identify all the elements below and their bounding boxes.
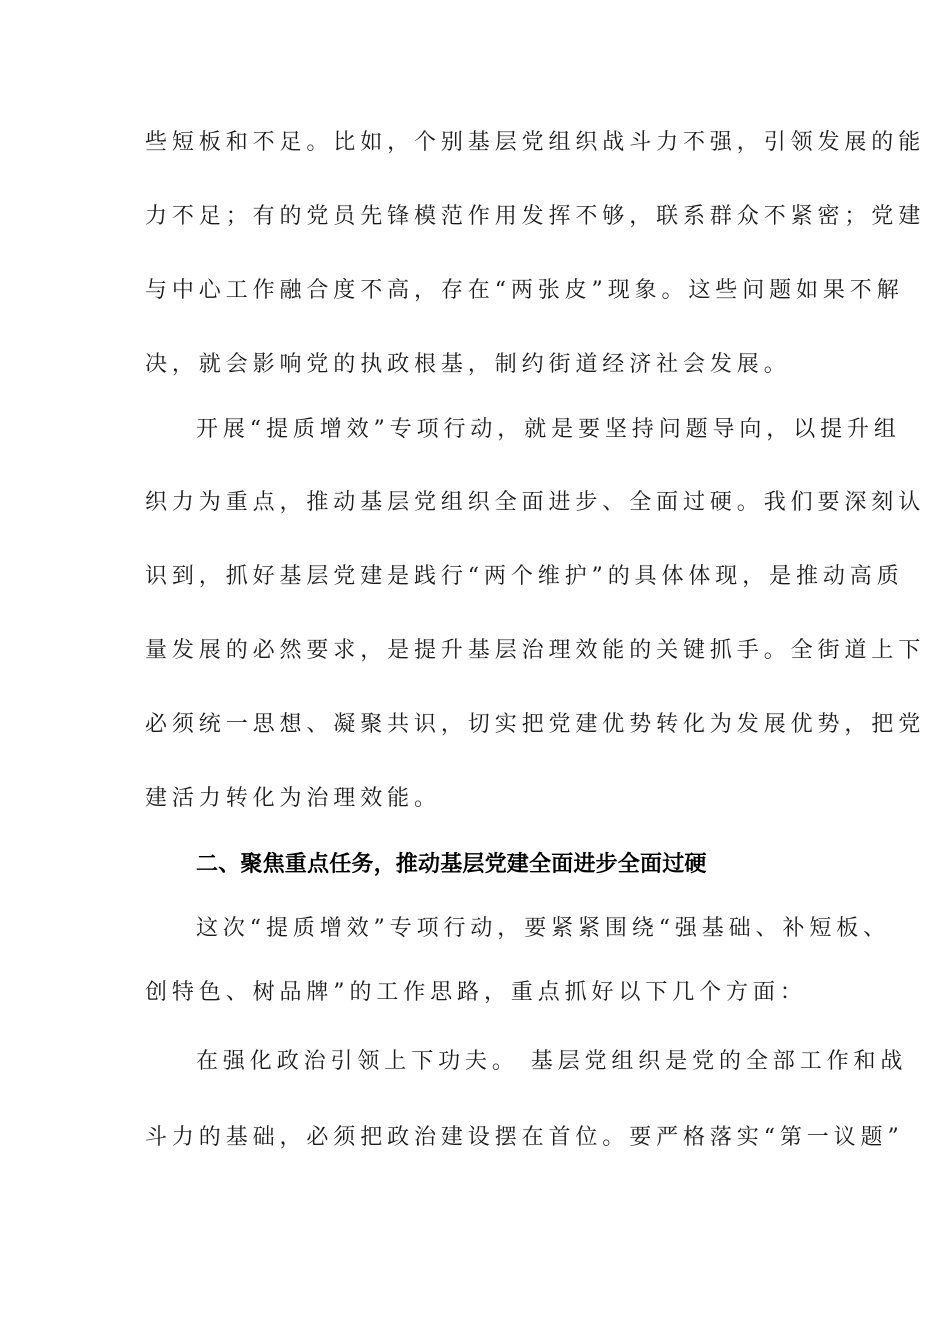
section-heading: 二、聚焦重点任务，推动基层党建全面进步全面过硬 — [196, 852, 707, 877]
paragraph-line: 织力为重点，推动基层党组织全面进步、全面过硬。我们要深刻认 — [145, 490, 926, 515]
paragraph-line: 创特色、树品牌”的工作思路，重点抓好以下几个方面： — [145, 980, 807, 1005]
paragraph-line: 这次“提质增效”专项行动，要紧紧围绕“强基础、补短板、 — [196, 916, 891, 941]
paragraph-line: 必须统一思想、凝聚共识，切实把党建优势转化为发展优势，把党 — [145, 712, 926, 737]
paragraph-line: 决，就会影响党的执政根基，制约街道经济社会发展。 — [145, 352, 791, 377]
paragraph-line: 量发展的必然要求，是提升基层治理效能的关键抓手。全街道上下 — [145, 638, 926, 663]
paragraph-line: 在强化政治引领上下功夫。 基层党组织是党的全部工作和战 — [196, 1049, 908, 1074]
paragraph-line: 些短板和不足。比如，个别基层党组织战斗力不强，引领发展的能 — [145, 130, 926, 155]
paragraph-line: 开展“提质增效”专项行动，就是要坚持问题导向，以提升组 — [196, 417, 901, 442]
paragraph-line: 识到，抓好基层党建是践行“两个维护”的具体体现，是推动高质 — [145, 564, 904, 589]
paragraph-line: 力不足；有的党员先锋模范作用发挥不够，联系群众不紧密；党建 — [145, 204, 926, 229]
paragraph-line: 与中心工作融合度不高，存在“两张皮”现象。这些问题如果不解 — [145, 278, 904, 303]
paragraph-line: 建活力转化为治理效能。 — [145, 786, 441, 811]
paragraph-line: 斗力的基础，必须把政治建设摆在首位。要严格落实“第一议题” — [145, 1125, 904, 1150]
